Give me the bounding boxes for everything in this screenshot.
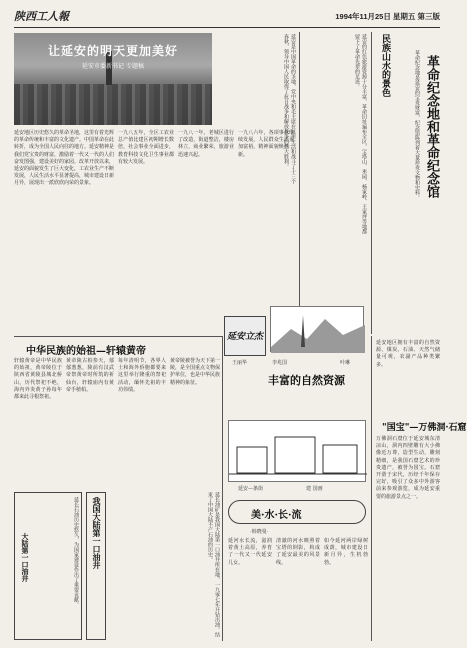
masthead <box>14 8 440 24</box>
vertical-text-block: 革命纪念地是延安的宝贵财富，纪念馆陈列着大量珍贵文物和史料。 <box>414 50 420 200</box>
date-line: 1994年11月25日 星期五 第三版 <box>335 12 440 21</box>
vertical-text-block: 延安是中国革命的圣地，党中央和毛主席在这里生活和战斗了十三个春秋，领导中国人民取得了抗日战争和解放战争的伟大胜利。 <box>283 34 296 184</box>
small-box-headline: 大陆第一口油井 <box>21 533 30 582</box>
top-photo-caption: 延安市委新书记 专题稿 <box>82 63 144 70</box>
main-vertical-headline: 革命纪念地和革命纪念馆 <box>424 55 439 198</box>
street-cartoon <box>228 420 366 482</box>
slogan-headline: 我国大陆第一口油井 <box>92 497 102 569</box>
landscape-illustration <box>270 306 364 352</box>
body-text-column: 轩辕黄帝是中华民族的始祖，黄帝陵位于陕西省黄陵县城北桥山，历代祭祀不绝，海内外炎黄子孙每年都来此寻根祭祖。 <box>14 358 62 401</box>
top-photo-title: 让延安的明天更加美好 <box>47 44 178 58</box>
river-byline: ·韩晓曼· <box>250 529 269 535</box>
body-text-column: 延河水长流，滋润着黄土高原，养育了一代又一代延安儿女。 <box>228 538 272 566</box>
cartoon-credit: 建 国画 <box>306 486 323 492</box>
subhead: 丰富的自然资源 <box>268 374 345 387</box>
body-text-column: 万佛洞石窟位于延安城东清凉山，洞内四壁雕有大小佛像近万尊，造型生动，雕刻精细，是我国石窟艺术的珍贵遗产，被誉为国宝。石窟开凿于宋代，历经千年保存完好，吸引了众多中外游客前来参观游览，成为延安重要的旅游景点之一。 <box>376 436 440 500</box>
article-headline: 中华民族的始祖—轩辕黄帝 <box>26 346 146 357</box>
section-rule <box>14 336 222 337</box>
article-headline: "国宝"—万佛洞·石窟 <box>382 423 467 433</box>
column-divider <box>371 336 372 641</box>
credit: 李兆国 <box>272 360 288 366</box>
body-text-column: 一九八六年，各项事业继续发展，人民群众生活更加富裕，精神面貌焕然一新。 <box>238 130 294 158</box>
slogan-box <box>86 492 106 640</box>
river-headline: 美·水·长·流 <box>251 510 302 521</box>
credit: 叶琳 <box>340 360 351 366</box>
river-headline-box <box>228 500 366 524</box>
masthead-rule <box>14 27 440 28</box>
credit: 王丽华 <box>232 360 248 366</box>
logo-box <box>224 316 266 356</box>
column-divider <box>299 32 300 334</box>
vertical-article-headline: 民族山水的景色 <box>380 34 390 97</box>
body-text-column: 清澈的河水映照着宝塔的倒影，构成了延安最美的风景线。 <box>276 538 320 566</box>
vertical-text-block: 延安的红色旅游资源十分丰富，革命旧址遍布全区，宝塔山、枣园、杨家岭、王家坪等地都留下了革命先辈的足迹。 <box>354 34 367 234</box>
body-text-column: 延安地区历史悠久的革命圣地，这里有着光辉的革命传统和丰富的文化遗产。中国革命在此转折，成为全国人民向往的地方。延安精神是我们党宝贵的财富，激励着一代又一代的人们奋发图强，建设美好的家园。改革开放以来，延安的面貌发生了巨大变化，工农业生产不断发展，人民生活水平显著提高，城市建设日新月异，展现出一派欣欣向荣的景象。 <box>14 130 115 187</box>
column-divider <box>371 32 372 334</box>
body-text-column: 每年清明节，各界人士和海外侨胞都要来这里举行隆重的祭祀活动，缅怀先祖的丰功伟绩。 <box>118 358 166 393</box>
body-text-column: 黄帝陵被誉为天下第一陵，是全国重点文物保护单位，也是中华民族精神的象征。 <box>170 358 221 386</box>
top-photo <box>14 33 212 125</box>
body-text-column: 如今延河两岸绿树成荫，城市建设日新月异，生机勃勃。 <box>324 538 368 566</box>
cartoon-caption: 延安—条街 <box>238 486 264 492</box>
body-text-column: 一九八五年，全区工农业总产值比建区初期增长数倍，社会事业全面进步，教育科技文化卫生事业都有较大发展。 <box>118 130 174 165</box>
vertical-text-block: 延长石油历史悠久，为国家建设作出了重要贡献。 <box>73 497 79 607</box>
logo-text: 延安立杰 <box>227 332 264 342</box>
newspaper-name: 陕西工人報 <box>14 10 69 23</box>
body-text-column: 一九八一年，老城区进行了改造，街道整洁，楼房林立，商业繁荣，旅游业迅速兴起。 <box>178 130 234 158</box>
body-text-column: 黄帝陵古柏参天，郁郁葱葱，陵前有汉武帝祭黄帝时所筑的祈仙台，轩辕庙内有黄帝手植柏。 <box>66 358 114 393</box>
body-text-column: 延安地区拥有丰富的自然资源，煤炭、石油、天然气储量可观，农副产品种类繁多。 <box>376 340 440 368</box>
oil-well-box <box>14 492 82 640</box>
vertical-text-block: 延长油矿是我国大陆第一口油井所在地，一九零七年开钻出油，结束了中国大陆不产石油的历史。 <box>207 492 220 637</box>
column-divider <box>222 336 223 641</box>
